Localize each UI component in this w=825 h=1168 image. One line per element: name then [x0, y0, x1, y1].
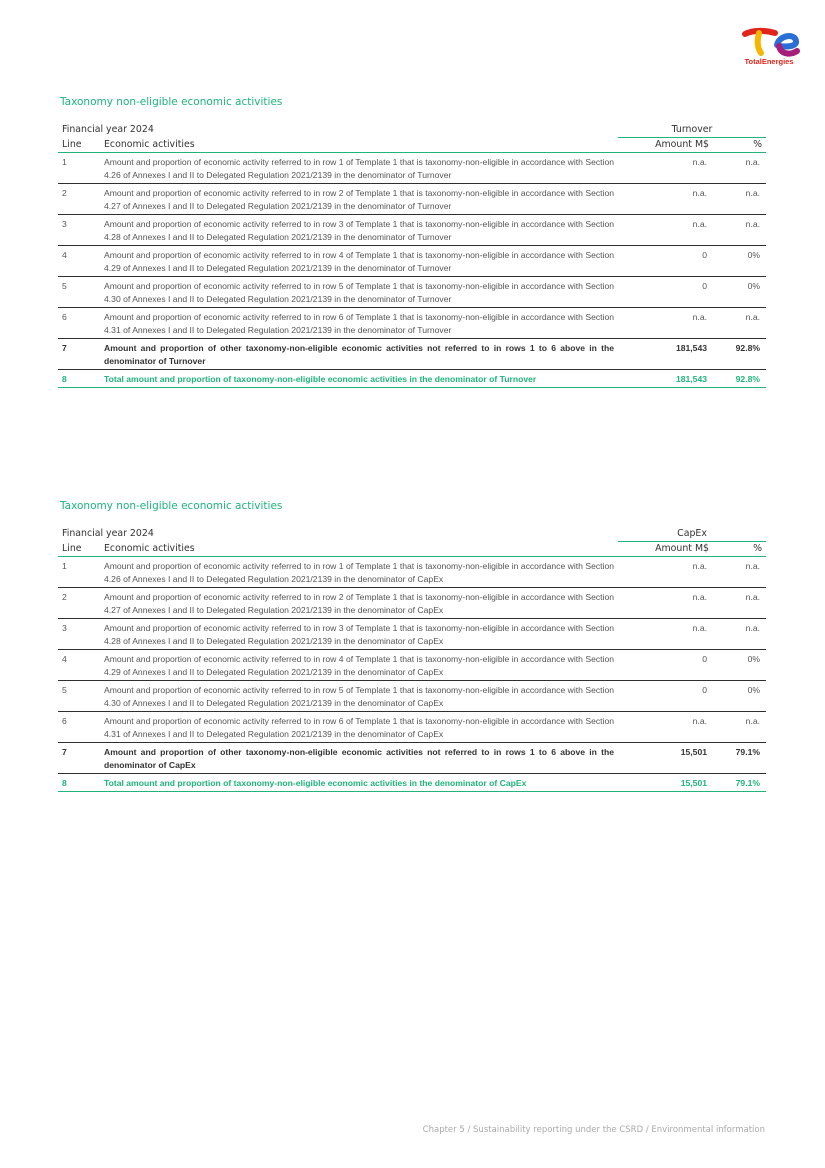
row-percent: 79.1% [713, 774, 766, 792]
capex-group-header: CapEx [618, 527, 766, 542]
capex-section-title: Taxonomy non-eligible economic activities [60, 500, 283, 512]
row-percent: 0% [713, 246, 766, 277]
row-line: 5 [58, 277, 100, 308]
amount-column-header: Amount M$ [618, 542, 713, 557]
row-percent: 92.8% [713, 370, 766, 388]
row-percent: 0% [713, 277, 766, 308]
row-activity: Amount and proportion of economic activity referred to in row 2 of Template 1 that is taxonomy-non-eligible in accordance with Section 4.27 of Annexes I and II to Delegated Regulation 2021/2139 in the denominator of Turnover [100, 184, 618, 215]
row-percent: 92.8% [713, 339, 766, 370]
row-line: 7 [58, 743, 100, 774]
activity-column-header: Economic activities [100, 138, 618, 153]
row-amount: 0 [618, 246, 713, 277]
row-percent: n.a. [713, 215, 766, 246]
table-row [58, 712, 766, 743]
row-line: 4 [58, 650, 100, 681]
row-line: 6 [58, 712, 100, 743]
row-activity: Amount and proportion of economic activity referred to in row 5 of Template 1 that is taxonomy-non-eligible in accordance with Section 4.30 of Annexes I and II to Delegated Regulation 2021/2139 in the denominator of Turnover [100, 277, 618, 308]
row-percent: n.a. [713, 184, 766, 215]
row-amount: n.a. [618, 153, 713, 184]
row-amount: n.a. [618, 215, 713, 246]
table-row-other [58, 339, 766, 370]
financial-year-label: Financial year 2024 [62, 124, 154, 136]
row-percent: n.a. [713, 308, 766, 339]
table-row [58, 308, 766, 339]
financial-year-label: Financial year 2024 [62, 528, 154, 540]
row-amount: 0 [618, 277, 713, 308]
row-activity: Amount and proportion of other taxonomy-non-eligible economic activities not referred to in rows 1 to 6 above in the denominator of CapEx [100, 743, 618, 774]
amount-column-header: Amount M$ [618, 138, 713, 153]
row-amount: n.a. [618, 184, 713, 215]
row-amount: 15,501 [618, 774, 713, 792]
row-activity: Amount and proportion of economic activity referred to in row 6 of Template 1 that is taxonomy-non-eligible in accordance with Section 4.31 of Annexes I and II to Delegated Regulation 2021/2139 in the denominator of CapEx [100, 712, 618, 743]
table-row [58, 681, 766, 712]
row-amount: 181,543 [618, 339, 713, 370]
row-line: 3 [58, 215, 100, 246]
turnover-group-header: Turnover [618, 123, 766, 138]
row-activity: Amount and proportion of economic activity referred to in row 2 of Template 1 that is taxonomy-non-eligible in accordance with Section 4.27 of Annexes I and II to Delegated Regulation 2021/2139 in the denominator of CapEx [100, 588, 618, 619]
table-row [58, 153, 766, 184]
row-line: 6 [58, 308, 100, 339]
table-row [58, 184, 766, 215]
row-activity: Amount and proportion of economic activity referred to in row 3 of Template 1 that is taxonomy-non-eligible in accordance with Section 4.28 of Annexes I and II to Delegated Regulation 2021/2139 in the denominator of Turnover [100, 215, 618, 246]
row-activity: Amount and proportion of other taxonomy-non-eligible economic activities not referred to in rows 1 to 6 above in the denominator of Turnover [100, 339, 618, 370]
row-amount: 0 [618, 681, 713, 712]
table-row-other [58, 743, 766, 774]
page-footer: Chapter 5 / Sustainability reporting under the CSRD / Environmental information [422, 1125, 765, 1135]
row-percent: n.a. [713, 588, 766, 619]
row-amount: 181,543 [618, 370, 713, 388]
row-line: 1 [58, 557, 100, 588]
row-amount: n.a. [618, 712, 713, 743]
line-column-header: Line [58, 138, 100, 153]
logo-wordmark: TotalEnergies [744, 57, 794, 66]
row-amount: 15,501 [618, 743, 713, 774]
table-row [58, 246, 766, 277]
table-row [58, 557, 766, 588]
row-line: 1 [58, 153, 100, 184]
row-activity: Total amount and proportion of taxonomy-non-eligible economic activities in the denominator of Turnover [100, 370, 618, 388]
row-activity: Amount and proportion of economic activity referred to in row 6 of Template 1 that is taxonomy-non-eligible in accordance with Section 4.31 of Annexes I and II to Delegated Regulation 2021/2139 in the denominator of Turnover [100, 308, 618, 339]
row-line: 8 [58, 370, 100, 388]
row-line: 5 [58, 681, 100, 712]
table-row [58, 650, 766, 681]
row-amount: n.a. [618, 619, 713, 650]
capex-table [58, 527, 766, 792]
table-row-total [58, 370, 766, 388]
table-row [58, 215, 766, 246]
table-row [58, 588, 766, 619]
row-line: 4 [58, 246, 100, 277]
row-amount: n.a. [618, 308, 713, 339]
row-activity: Amount and proportion of economic activity referred to in row 4 of Template 1 that is taxonomy-non-eligible in accordance with Section 4.29 of Annexes I and II to Delegated Regulation 2021/2139 in the denominator of CapEx [100, 650, 618, 681]
row-line: 2 [58, 588, 100, 619]
row-line: 7 [58, 339, 100, 370]
row-amount: n.a. [618, 557, 713, 588]
row-percent: 0% [713, 681, 766, 712]
row-activity: Amount and proportion of economic activity referred to in row 4 of Template 1 that is taxonomy-non-eligible in accordance with Section 4.29 of Annexes I and II to Delegated Regulation 2021/2139 in the denominator of Turnover [100, 246, 618, 277]
percent-column-header: % [713, 138, 766, 153]
table-row [58, 619, 766, 650]
row-line: 2 [58, 184, 100, 215]
row-line: 8 [58, 774, 100, 792]
turnover-section-title: Taxonomy non-eligible economic activities [60, 96, 283, 108]
table-row [58, 277, 766, 308]
row-percent: 0% [713, 650, 766, 681]
row-percent: n.a. [713, 557, 766, 588]
row-percent: 79.1% [713, 743, 766, 774]
row-amount: n.a. [618, 588, 713, 619]
row-line: 3 [58, 619, 100, 650]
line-column-header: Line [58, 542, 100, 557]
table-row-total [58, 774, 766, 792]
row-amount: 0 [618, 650, 713, 681]
percent-column-header: % [713, 542, 766, 557]
row-percent: n.a. [713, 153, 766, 184]
row-percent: n.a. [713, 619, 766, 650]
row-activity: Total amount and proportion of taxonomy-non-eligible economic activities in the denominator of CapEx [100, 774, 618, 792]
row-activity: Amount and proportion of economic activity referred to in row 3 of Template 1 that is taxonomy-non-eligible in accordance with Section 4.28 of Annexes I and II to Delegated Regulation 2021/2139 in the denominator of CapEx [100, 619, 618, 650]
row-percent: n.a. [713, 712, 766, 743]
turnover-table [58, 123, 766, 388]
row-activity: Amount and proportion of economic activity referred to in row 5 of Template 1 that is taxonomy-non-eligible in accordance with Section 4.30 of Annexes I and II to Delegated Regulation 2021/2139 in the denominator of CapEx [100, 681, 618, 712]
row-activity: Amount and proportion of economic activity referred to in row 1 of Template 1 that is taxonomy-non-eligible in accordance with Section 4.26 of Annexes I and II to Delegated Regulation 2021/2139 in the denominator of CapEx [100, 557, 618, 588]
activity-column-header: Economic activities [100, 542, 618, 557]
row-activity: Amount and proportion of economic activity referred to in row 1 of Template 1 that is taxonomy-non-eligible in accordance with Section 4.26 of Annexes I and II to Delegated Regulation 2021/2139 in the denominator of Turnover [100, 153, 618, 184]
